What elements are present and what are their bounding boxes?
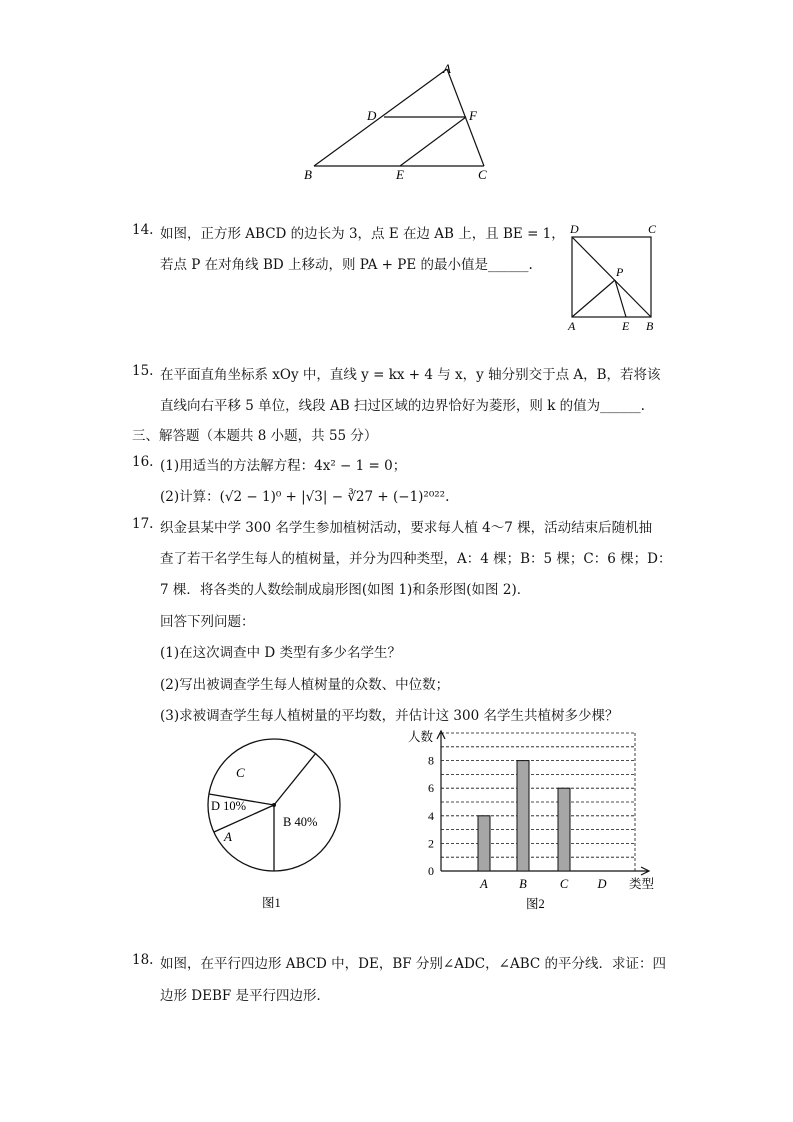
bar-a <box>478 816 490 871</box>
y-tick-label: 6 <box>428 781 434 796</box>
label-a: A <box>568 319 576 333</box>
label-d: D <box>367 108 377 123</box>
label-c: C <box>648 222 657 236</box>
pie-label-b: B 40% <box>283 815 318 829</box>
question-number-18: 18. <box>132 952 154 968</box>
label-e: E <box>622 319 630 333</box>
label-b: B <box>304 167 312 182</box>
q16-part-1: (1)用适当的方法解方程：4x² − 1 = 0； <box>160 458 407 474</box>
triangle-figure-13 <box>290 55 510 190</box>
bar-c <box>558 788 570 871</box>
q17-line-2: 查了若干名学生每人的植树量，并分为四种类型，A：4 棵；B：5 棵；C：6 棵；D： <box>160 551 672 567</box>
x-tick-label-c: C <box>559 877 569 891</box>
q18-line-2: 边形 DEBF 是平行四边形． <box>160 988 331 1004</box>
q15-line-2: 直线向右平移 5 单位，线段 AB 扫过区域的边界恰好为菱形，则 k 的值为______. <box>160 398 645 414</box>
pie-label-d: D 10% <box>211 799 247 813</box>
q18-line-1: 如图，在平行四边形 ABCD 中，DE，BF 分别∠ADC，∠ABC 的平分线．求证：四 <box>160 956 666 972</box>
x-tick-label-a: A <box>480 877 488 891</box>
label-e: E <box>396 167 404 182</box>
pie-label-a: A <box>224 829 232 844</box>
segment-ef <box>400 117 466 166</box>
pie-center-dot <box>272 803 276 807</box>
x-tick-label-d: D <box>597 877 607 891</box>
diagonal-bd <box>572 237 651 317</box>
label-a: A <box>443 61 451 76</box>
q14-line-1: 如图，正方形 ABCD 的边长为 3，点 E 在边 AB 上，且 BE = 1， <box>160 226 565 242</box>
pie-label-c: C <box>236 765 245 780</box>
question-number-14: 14. <box>132 222 154 238</box>
x-axis-label: 类型 <box>629 877 655 891</box>
q17-sub-1: (1)在这次调查中 D 类型有多少名学生？ <box>160 645 402 661</box>
y-tick-label: 2 <box>428 836 434 851</box>
figure-2-caption: 图2 <box>526 897 545 911</box>
y-tick-label: 8 <box>428 753 434 768</box>
y-tick-label: 4 <box>428 808 434 823</box>
q14-line-2: 若点 P 在对角线 BD 上移动，则 PA + PE 的最小值是______. <box>160 257 533 273</box>
question-number-17: 17. <box>132 516 154 532</box>
label-p: P <box>616 265 624 279</box>
q17-line-1: 织金县某中学 300 名学生参加植树活动，要求每人植 4～7 棵，活动结束后随机抽 <box>160 520 653 536</box>
section-title: 三、解答题（本题共 8 小题，共 55 分） <box>132 428 378 444</box>
question-number-15: 15. <box>132 363 154 379</box>
q15-line-1: 在平面直角坐标系 xOy 中，直线 y = kx + 4 与 x，y 轴分别交于点 A，B，若将该 <box>160 367 661 383</box>
bar-b <box>517 761 529 871</box>
x-tick-label-b: B <box>519 877 527 891</box>
pie-divider-top <box>274 753 316 805</box>
segment-pa <box>572 280 615 317</box>
y-axis-label: 人数 <box>408 730 434 744</box>
bar-chart-figure-2 <box>400 725 665 915</box>
label-f: F <box>469 108 477 123</box>
square-figure-14 <box>560 218 670 336</box>
label-b: B <box>646 319 654 333</box>
label-c: C <box>478 167 487 182</box>
q17-sub-3: (3)求被调查学生每人植树量的平均数，并估计这 300 名学生共植树多少棵？ <box>160 708 619 724</box>
y-tick-label: 0 <box>428 864 434 878</box>
q17-line-3: 7 棵．将各类的人数绘制成扇形图(如图 1)和条形图(如图 2)． <box>160 582 531 598</box>
q17-prompt: 回答下列问题： <box>160 614 255 630</box>
label-d: D <box>570 222 579 236</box>
q17-sub-2: (2)写出被调查学生每人植树量的众数、中位数； <box>160 677 450 693</box>
question-number-16: 16. <box>132 454 154 470</box>
q16-part-2: (2)计算：(√2 − 1)⁰ + |√3| − ∛27 + (−1)²⁰²². <box>160 489 450 505</box>
pie-chart-figure-1 <box>200 735 360 915</box>
figure-1-caption: 图1 <box>262 896 281 910</box>
